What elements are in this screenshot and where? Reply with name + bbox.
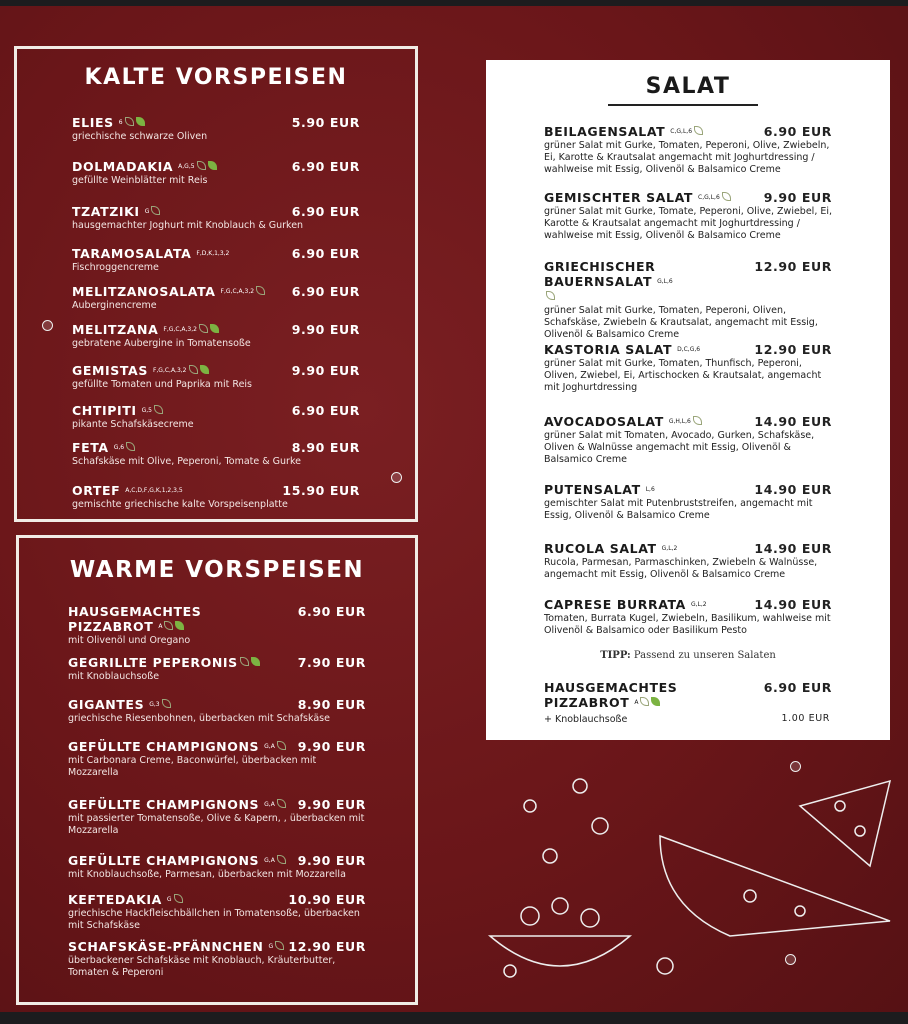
item-price: 9.90 EUR	[297, 853, 366, 868]
allergen-codes: G,3	[149, 701, 160, 708]
allergen-codes: A,C,D,F,G,K,1,2,3,5	[125, 487, 183, 494]
item-price: 15.90 EUR	[282, 483, 360, 498]
item-name: GEMISTAS $^{F,G,C,A,3,2}$	[72, 363, 360, 378]
item-price: 8.90 EUR	[291, 440, 360, 455]
allergen-codes: C,G,L,6	[698, 194, 720, 201]
allergen-codes: F,D,K,1,3,2	[196, 250, 230, 257]
item-description: gemischte griechische kalte Vorspeisenplatte	[72, 499, 288, 510]
vegetarian-leaf-icon	[640, 697, 649, 706]
item-price: 9.90 EUR	[291, 322, 360, 337]
item-name: PUTENSALAT $^{L,6}$	[544, 482, 655, 497]
menu-item	[544, 342, 832, 394]
menu-item	[68, 697, 366, 725]
item-description: gebratene Aubergine in Tomatensoße	[72, 338, 251, 349]
vegetarian-leaf-icon	[151, 206, 160, 215]
bubble-decoration	[391, 472, 402, 483]
item-name: ELIES $^6$	[72, 115, 360, 130]
allergen-codes: G	[166, 896, 172, 903]
tipp-note	[486, 650, 890, 661]
item-description: mit Olivenöl und Oregano	[68, 635, 191, 646]
kalte-vorspeisen-section	[14, 46, 418, 522]
salat-section	[486, 60, 890, 740]
allergen-codes: G,L,6	[657, 278, 673, 285]
menu-item	[72, 159, 360, 187]
menu-item	[72, 204, 360, 232]
item-price: 6.90 EUR	[291, 403, 360, 418]
allergen-codes: D,C,G,6	[677, 346, 701, 353]
item-name: KEFTEDAKIA $^G$	[68, 892, 366, 907]
vegan-leaf-icon	[136, 117, 145, 126]
item-name: TZATZIKI $^G$	[72, 204, 360, 219]
menu-item	[544, 541, 832, 581]
item-name: BEILAGENSALAT $^{C,G,L,6}$	[544, 124, 832, 139]
section-title: SALAT	[645, 74, 731, 99]
vegan-leaf-icon	[251, 657, 260, 666]
item-name: HAUSGEMACHTES PIZZABROT $^A$	[544, 680, 678, 710]
vegetarian-leaf-icon	[197, 161, 206, 170]
item-price: 10.90 EUR	[288, 892, 366, 907]
menu-item	[544, 597, 832, 637]
item-description: Tomaten, Burrata Kugel, Zwiebeln, Basilikum, wahlweise mit Olivenöl & Balsamico oder Basilikum Pesto	[544, 613, 831, 636]
allergen-codes: A	[158, 623, 163, 630]
vegetarian-leaf-icon	[162, 699, 171, 708]
item-description: mit Carbonara Creme, Baconwürfel, überbacken mit Mozzarella	[68, 755, 317, 778]
item-description: mit Knoblauchsoße	[68, 671, 160, 682]
allergen-codes: G,L,2	[690, 601, 707, 608]
allergen-codes: G	[144, 208, 150, 215]
menu-item	[72, 363, 360, 391]
menu-item	[544, 124, 832, 176]
menu-item	[544, 482, 832, 522]
item-name: GRIECHISCHER BAUERNSALAT $^{G,L,6}$	[544, 259, 654, 304]
vegetarian-leaf-icon	[694, 126, 703, 135]
item-price: 6.90 EUR	[291, 159, 360, 174]
menu-item-pizzabrot	[544, 680, 832, 726]
menu-item	[72, 322, 360, 350]
item-price: 8.90 EUR	[297, 697, 366, 712]
item-name: CHTIPITI $^{G,5}$	[72, 403, 360, 418]
menu-item	[68, 853, 366, 881]
menu-item	[72, 284, 360, 312]
vegan-leaf-icon	[200, 365, 209, 374]
vegan-leaf-icon	[651, 697, 660, 706]
item-price: 12.90 EUR	[754, 342, 832, 357]
vegetarian-leaf-icon	[275, 941, 284, 950]
tipp-label: TIPP:	[600, 650, 631, 661]
item-price: 6.90 EUR	[763, 680, 832, 695]
item-description: grüner Salat mit Tomaten, Avocado, Gurken, Schafskäse, Oliven & Walnüsse angemacht mit Essig, Olivenöl & Balsamico Creme	[544, 430, 815, 465]
item-description: griechische schwarze Oliven	[72, 131, 208, 142]
allergen-codes: G	[268, 943, 274, 950]
allergen-codes: G,H,L,6	[668, 418, 691, 425]
item-name: GEGRILLTE PEPERONIS	[68, 655, 366, 670]
item-name: RUCOLA SALAT $^{G,L,2}$	[544, 541, 678, 556]
menu-item	[544, 414, 832, 466]
salad-bowl-sketch	[490, 936, 630, 966]
vegetarian-leaf-icon	[126, 442, 135, 451]
allergen-codes: G,A	[264, 801, 275, 808]
vegan-leaf-icon	[175, 621, 184, 630]
item-name: GIGANTES $^{G,3}$	[68, 697, 366, 712]
item-description: pikante Schafskäsecreme	[72, 419, 194, 430]
vegetarian-leaf-icon	[277, 799, 286, 808]
warme-vorspeisen-section	[16, 535, 418, 1005]
item-price: 6.90 EUR	[763, 124, 832, 139]
item-name: CAPRESE BURRATA $^{G,L,2}$	[544, 597, 707, 612]
allergen-codes: L,6	[645, 486, 655, 493]
allergen-codes: G,A	[264, 857, 275, 864]
item-description: grüner Salat mit Gurke, Tomaten, Peperoni, Oliven, Schafskäse, Zwiebeln & Krautsalat, angemacht mit Essig, Olivenöl & Balsamico Creme	[544, 305, 818, 340]
allergen-codes: F,G,C,A,3,2	[163, 326, 197, 333]
title-underline	[608, 104, 758, 106]
vegetarian-leaf-icon	[189, 365, 198, 374]
allergen-codes: F,G,C,A,3,2	[220, 288, 255, 295]
item-name: GEFÜLLTE CHAMPIGNONS $^{G,A}$	[68, 797, 366, 812]
menu-item	[544, 259, 832, 341]
item-name: DOLMADAKIA $^{A,G,5}$	[72, 159, 360, 174]
menu-item	[68, 655, 366, 683]
item-description: griechische Riesenbohnen, überbacken mit Schafskäse	[68, 713, 330, 724]
item-price: 7.90 EUR	[297, 655, 366, 670]
allergen-codes: G,A	[264, 743, 275, 750]
menu-item	[72, 440, 360, 468]
item-description: grüner Salat mit Gurke, Tomaten, Peperoni, Olive, Zwiebeln, Ei, Karotte & Krautsalat angemacht mit Joghurtdressing / wahlweise mit Essig, Olivenöl & Balsamico Creme	[544, 140, 830, 175]
item-price: 14.90 EUR	[754, 597, 832, 612]
item-description: gefüllte Tomaten und Paprika mit Reis	[72, 379, 253, 390]
item-description: mit passierter Tomatensoße, Olive & Kapern, , überbacken mit Mozzarella	[68, 813, 365, 836]
item-description: mit Knoblauchsoße, Parmesan, überbacken mit Mozzarella	[68, 869, 346, 880]
item-name: MELITZANA $^{F,G,C,A,3,2}$	[72, 322, 360, 337]
item-description: gefüllte Weinblätter mit Reis	[72, 175, 208, 186]
item-name: GEFÜLLTE CHAMPIGNONS $^{G,A}$	[68, 853, 366, 868]
item-price: 6.90 EUR	[291, 246, 360, 261]
item-price: 6.90 EUR	[297, 604, 366, 619]
item-price: 6.90 EUR	[291, 204, 360, 219]
pizza-slice-sketch	[660, 836, 890, 936]
menu-item	[72, 403, 360, 431]
menu-item	[544, 190, 832, 242]
allergen-codes: F,G,C,A,3,2	[152, 367, 187, 374]
addon-label: + Knoblauchsoße	[544, 714, 628, 725]
item-price: 12.90 EUR	[754, 259, 832, 274]
item-description: gemischter Salat mit Putenbruststreifen, angemacht mit Essig, Olivenöl & Balsamico Creme	[544, 498, 813, 521]
item-name: AVOCADOSALAT $^{G,H,L,6}$	[544, 414, 832, 429]
food-sketch-illustration	[470, 746, 900, 996]
item-price: 9.90 EUR	[297, 739, 366, 754]
item-name: TARAMOSALATA $^{F,D,K,1,3,2}$	[72, 246, 230, 261]
item-price: 6.90 EUR	[291, 284, 360, 299]
tipp-text: Passend zu unseren Salaten	[633, 650, 776, 661]
vegetarian-leaf-icon	[277, 855, 286, 864]
item-description: Fischroggencreme	[72, 262, 159, 273]
vegetarian-leaf-icon	[546, 291, 555, 300]
item-name: GEFÜLLTE CHAMPIGNONS $^{G,A}$	[68, 739, 366, 754]
item-description: Auberginencreme	[72, 300, 157, 311]
item-price: 9.90 EUR	[297, 797, 366, 812]
allergen-codes: G,5	[141, 407, 152, 414]
menu-item	[68, 739, 366, 779]
item-price: 12.90 EUR	[288, 939, 366, 954]
item-description: überbackener Schafskäse mit Knoblauch, Kräuterbutter, Tomaten & Peperoni	[68, 955, 336, 978]
item-description: Schafskäse mit Olive, Peperoni, Tomate & Gurke	[72, 456, 301, 467]
vegetarian-leaf-icon	[154, 405, 163, 414]
allergen-codes: 6	[118, 119, 123, 126]
vegetarian-leaf-icon	[174, 894, 183, 903]
allergen-codes: G,L,2	[661, 545, 678, 552]
menu-item	[72, 115, 360, 143]
item-price: 14.90 EUR	[754, 541, 832, 556]
bubble-decoration	[42, 320, 53, 331]
vegan-leaf-icon	[210, 324, 219, 333]
item-name: GEMISCHTER SALAT $^{C,G,L,6}$	[544, 190, 832, 205]
section-title: WARME VORSPEISEN	[69, 557, 365, 583]
menu-page	[0, 6, 908, 1012]
section-title: KALTE VORSPEISEN	[84, 65, 348, 90]
vegetarian-leaf-icon	[722, 192, 731, 201]
vegetarian-leaf-icon	[240, 657, 249, 666]
item-description: griechische Hackfleischbällchen in Tomatensoße, überbacken mit Schafskäse	[68, 908, 360, 931]
vegetarian-leaf-icon	[256, 286, 265, 295]
item-name: KASTORIA SALAT $^{D,C,G,6}$	[544, 342, 701, 357]
item-description: grüner Salat mit Gurke, Tomate, Peperoni, Olive, Zwiebel, Ei, Karotte & Krautsalat angemacht mit Joghurtdressing / wahlweise mit Essig, Olivenöl & Balsamico Creme	[544, 206, 833, 241]
item-name: MELITZANOSALATA $^{F,G,C,A,3,2}$	[72, 284, 360, 299]
item-price: 14.90 EUR	[754, 482, 832, 497]
item-name: SCHAFSKÄSE-PFÄNNCHEN $^G$	[68, 939, 366, 954]
vegetarian-leaf-icon	[693, 416, 702, 425]
vegetarian-leaf-icon	[125, 117, 134, 126]
allergen-codes: C,G,L,6	[670, 128, 693, 135]
item-name: HAUSGEMACHTES PIZZABROT $^A$	[68, 604, 202, 634]
item-price: 5.90 EUR	[291, 115, 360, 130]
item-name: FETA $^{G,6}$	[72, 440, 360, 455]
vegetarian-leaf-icon	[277, 741, 286, 750]
menu-item	[68, 892, 366, 932]
item-price: 14.90 EUR	[754, 414, 832, 429]
menu-item	[72, 246, 360, 274]
addon-price: 1.00 EUR	[781, 713, 830, 724]
vegetarian-leaf-icon	[164, 621, 173, 630]
item-name: ORTEF $^{A,C,D,F,G,K,1,2,3,5}$	[72, 483, 183, 498]
item-price: 9.90 EUR	[763, 190, 832, 205]
allergen-codes: G,6	[113, 444, 125, 451]
menu-item	[72, 483, 360, 511]
menu-item	[68, 797, 366, 837]
menu-item	[68, 604, 366, 647]
item-description: grüner Salat mit Gurke, Tomaten, Thunfisch, Peperoni, Oliven, Zwiebel, Ei, Artischocken & Krautsalat, angemacht mit Joghurtdressing	[544, 358, 822, 393]
vegan-leaf-icon	[208, 161, 217, 170]
menu-item	[68, 939, 366, 979]
item-price: 9.90 EUR	[291, 363, 360, 378]
allergen-codes: A,G,5	[178, 163, 195, 170]
vegetarian-leaf-icon	[199, 324, 208, 333]
item-description: Rucola, Parmesan, Parmaschinken, Zwiebeln & Walnüsse, angemacht mit Essig, Olivenöl & Balsamico Creme	[544, 557, 818, 580]
pizza-slice-sketch	[800, 781, 890, 866]
item-description: hausgemachter Joghurt mit Knoblauch & Gurken	[72, 220, 304, 231]
